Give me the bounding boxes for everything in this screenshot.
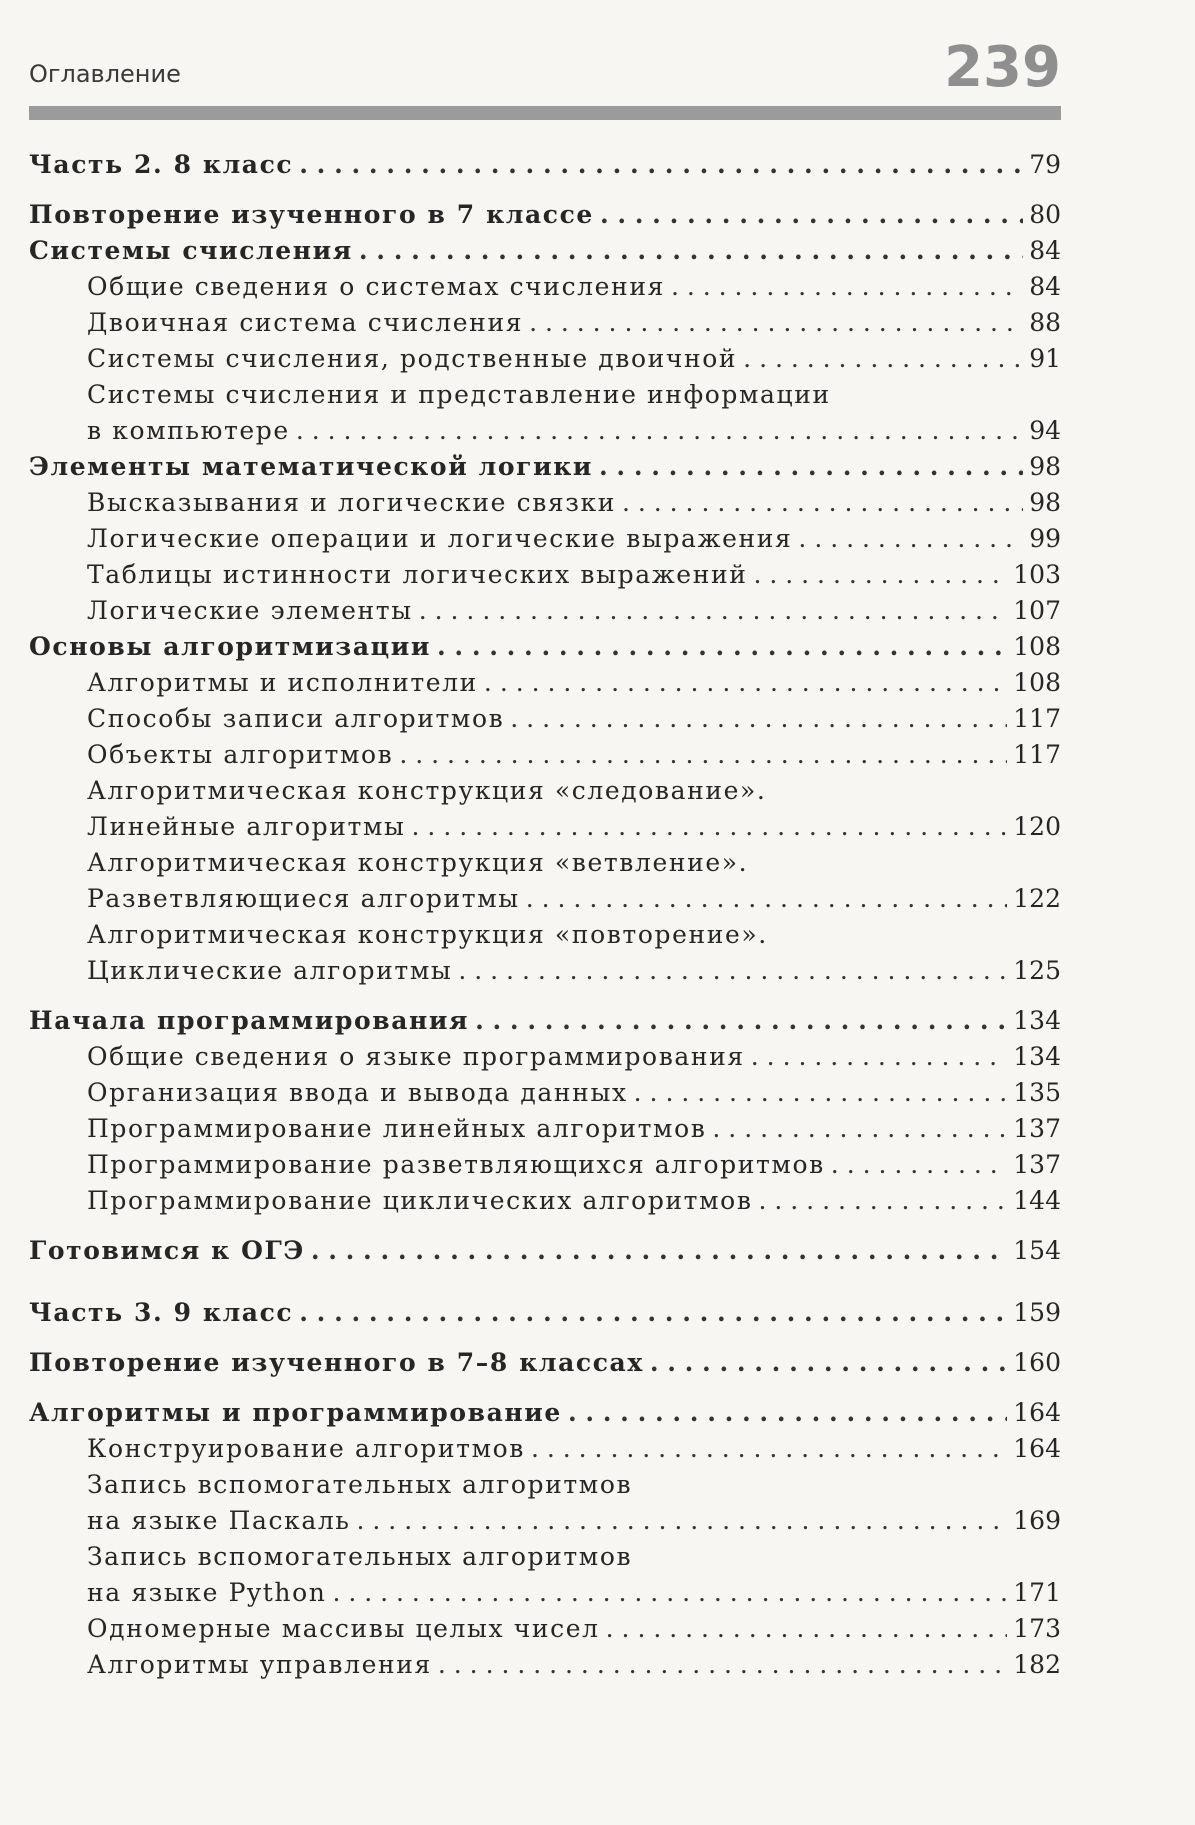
toc-entry-title: Запись вспомогательных алгоритмов bbox=[87, 1470, 633, 1499]
toc-entry-title: Способы записи алгоритмов bbox=[87, 704, 505, 733]
running-title: Оглавление bbox=[29, 60, 181, 88]
toc-entry-title: Готовимся к ОГЭ bbox=[29, 1236, 305, 1265]
toc-entry-title: в компьютере bbox=[87, 416, 290, 445]
toc-page-number: 117 bbox=[1013, 740, 1061, 769]
toc-entry-title: Системы счисления bbox=[29, 236, 353, 265]
toc-entry-title: Алгоритмы управления bbox=[87, 1650, 432, 1679]
dot-leader bbox=[412, 812, 1008, 841]
dot-leader bbox=[357, 1506, 1008, 1535]
toc-subsection-entry bbox=[29, 1650, 1061, 1686]
toc-entry-title: Линейные алгоритмы bbox=[87, 812, 406, 841]
toc-subsection-entry bbox=[29, 1542, 1061, 1578]
toc-page-number: 94 bbox=[1029, 416, 1061, 445]
toc-page-number: 154 bbox=[1013, 1236, 1061, 1265]
dot-leader bbox=[458, 956, 1007, 985]
toc-subsection-entry bbox=[29, 884, 1061, 920]
toc-page-number: 117 bbox=[1013, 704, 1061, 733]
toc-entry-title: Таблицы истинности логических выражений bbox=[87, 560, 748, 589]
toc-subsection-entry bbox=[29, 560, 1061, 596]
toc-section-entry bbox=[29, 1298, 1061, 1334]
toc-page-number: 137 bbox=[1013, 1114, 1061, 1143]
toc-page-number: 134 bbox=[1013, 1042, 1061, 1071]
table-of-contents bbox=[29, 150, 1061, 1686]
toc-page-number: 108 bbox=[1013, 668, 1061, 697]
toc-subsection-entry bbox=[29, 740, 1061, 776]
toc-entry-title: Системы счисления и представление информации bbox=[87, 380, 831, 409]
dot-leader bbox=[359, 236, 1023, 265]
toc-entry-title: Общие сведения о системах счисления bbox=[87, 272, 665, 301]
toc-subsection-entry bbox=[29, 1506, 1061, 1542]
toc-page-number: 134 bbox=[1013, 1006, 1061, 1035]
toc-page-number: 120 bbox=[1013, 812, 1061, 841]
toc-entry-title: Разветвляющиеся алгоритмы bbox=[87, 884, 520, 913]
toc-subsection-entry bbox=[29, 1614, 1061, 1650]
toc-page-number: 88 bbox=[1029, 308, 1061, 337]
toc-entry-title: Начала программирования bbox=[29, 1006, 470, 1035]
toc-page-number: 144 bbox=[1013, 1186, 1061, 1215]
toc-subsection-entry bbox=[29, 848, 1061, 884]
toc-subsection-entry bbox=[29, 524, 1061, 560]
toc-subsection-entry bbox=[29, 812, 1061, 848]
toc-subsection-entry bbox=[29, 920, 1061, 956]
page-header bbox=[29, 35, 1061, 112]
toc-page-number: 80 bbox=[1029, 200, 1061, 229]
toc-page-number: 159 bbox=[1013, 1298, 1061, 1327]
toc-entry-title: Циклические алгоритмы bbox=[87, 956, 453, 985]
toc-page-number: 122 bbox=[1013, 884, 1061, 913]
toc-section-entry bbox=[29, 200, 1061, 236]
toc-section-entry bbox=[29, 1348, 1061, 1384]
toc-entry-title: Программирование циклических алгоритмов bbox=[87, 1186, 753, 1215]
toc-entry-title: Алгоритмическая конструкция «повторение». bbox=[87, 920, 768, 949]
dot-leader bbox=[299, 1298, 1007, 1327]
toc-page-number: 182 bbox=[1013, 1650, 1061, 1679]
toc-entry-title: Системы счисления, родственные двоичной bbox=[87, 344, 738, 373]
dot-leader bbox=[568, 1398, 1007, 1427]
toc-section-entry bbox=[29, 236, 1061, 272]
toc-page-number: 79 bbox=[1029, 150, 1061, 179]
dot-leader bbox=[650, 1348, 1007, 1377]
toc-entry-title: на языке Паскаль bbox=[87, 1506, 351, 1535]
toc-subsection-entry bbox=[29, 344, 1061, 380]
toc-entry-title: Конструирование алгоритмов bbox=[87, 1434, 525, 1463]
toc-subsection-entry bbox=[29, 668, 1061, 704]
toc-section-entry bbox=[29, 1236, 1061, 1272]
toc-subsection-entry bbox=[29, 272, 1061, 308]
toc-page-number: 137 bbox=[1013, 1150, 1061, 1179]
toc-entry-title: Общие сведения о языке программирования bbox=[87, 1042, 745, 1071]
toc-section-entry bbox=[29, 150, 1061, 186]
toc-page-number: 84 bbox=[1029, 236, 1061, 265]
toc-subsection-entry bbox=[29, 1186, 1061, 1222]
toc-page-number: 171 bbox=[1013, 1578, 1061, 1607]
toc-subsection-entry bbox=[29, 956, 1061, 992]
toc-entry-title: Двоичная система счисления bbox=[87, 308, 524, 337]
dot-leader bbox=[399, 740, 1007, 769]
toc-page-number: 160 bbox=[1013, 1348, 1061, 1377]
toc-section-entry bbox=[29, 1398, 1061, 1434]
toc-subsection-entry bbox=[29, 308, 1061, 344]
header-rule bbox=[29, 106, 1061, 120]
dot-leader bbox=[529, 308, 1023, 337]
toc-page-number: 164 bbox=[1013, 1434, 1061, 1463]
toc-subsection-entry bbox=[29, 1114, 1061, 1150]
toc-entry-title: Повторение изученного в 7–8 классах bbox=[29, 1348, 644, 1377]
dot-leader bbox=[599, 452, 1023, 481]
toc-subsection-entry bbox=[29, 1078, 1061, 1114]
dot-leader bbox=[311, 1236, 1007, 1265]
toc-subsection-entry bbox=[29, 1042, 1061, 1078]
toc-page-number: 99 bbox=[1029, 524, 1061, 553]
dot-leader bbox=[484, 668, 1007, 697]
toc-page-number: 84 bbox=[1029, 272, 1061, 301]
toc-entry-title: Повторение изученного в 7 классе bbox=[29, 200, 594, 229]
dot-leader bbox=[743, 344, 1023, 373]
dot-leader bbox=[600, 200, 1023, 229]
dot-leader bbox=[798, 524, 1023, 553]
page-number: 239 bbox=[944, 35, 1061, 100]
toc-entry-title: Запись вспомогательных алгоритмов bbox=[87, 1542, 633, 1571]
toc-subsection-entry bbox=[29, 380, 1061, 416]
dot-leader bbox=[751, 1042, 1008, 1071]
toc-section-entry bbox=[29, 1006, 1061, 1042]
toc-page-number: 108 bbox=[1013, 632, 1061, 661]
dot-leader bbox=[526, 884, 1008, 913]
dot-leader bbox=[671, 272, 1023, 301]
toc-subsection-entry bbox=[29, 488, 1061, 524]
dot-leader bbox=[712, 1114, 1007, 1143]
dot-leader bbox=[622, 488, 1023, 517]
toc-subsection-entry bbox=[29, 416, 1061, 452]
toc-page-number: 173 bbox=[1013, 1614, 1061, 1643]
toc-entry-title: Алгоритмическая конструкция «следование». bbox=[87, 776, 767, 805]
toc-entry-title: Алгоритмы и программирование bbox=[29, 1398, 562, 1427]
toc-subsection-entry bbox=[29, 1470, 1061, 1506]
toc-page-number: 107 bbox=[1013, 596, 1061, 625]
toc-page-number: 169 bbox=[1013, 1506, 1061, 1535]
dot-leader bbox=[831, 1150, 1007, 1179]
dot-leader bbox=[475, 1006, 1007, 1035]
toc-entry-title: Логические операции и логические выражения bbox=[87, 524, 793, 553]
dot-leader bbox=[753, 560, 1007, 589]
toc-subsection-entry bbox=[29, 704, 1061, 740]
toc-page-number: 98 bbox=[1029, 488, 1061, 517]
toc-entry-title: Алгоритмы и исполнители bbox=[87, 668, 478, 697]
toc-page-number: 164 bbox=[1013, 1398, 1061, 1427]
toc-entry-title: Логические элементы bbox=[87, 596, 413, 625]
dot-leader bbox=[332, 1578, 1007, 1607]
dot-leader bbox=[299, 150, 1023, 179]
dot-leader bbox=[759, 1186, 1008, 1215]
dot-leader bbox=[438, 1650, 1007, 1679]
toc-entry-title: Алгоритмическая конструкция «ветвление». bbox=[87, 848, 749, 877]
toc-subsection-entry bbox=[29, 1578, 1061, 1614]
toc-entry-title: Программирование линейных алгоритмов bbox=[87, 1114, 707, 1143]
toc-subsection-entry bbox=[29, 776, 1061, 812]
toc-entry-title: Высказывания и логические связки bbox=[87, 488, 616, 517]
toc-page-number: 125 bbox=[1013, 956, 1061, 985]
dot-leader bbox=[437, 632, 1007, 661]
dot-leader bbox=[634, 1078, 1008, 1107]
toc-page-number: 103 bbox=[1013, 560, 1061, 589]
toc-section-entry bbox=[29, 452, 1061, 488]
toc-entry-title: Организация ввода и вывода данных bbox=[87, 1078, 628, 1107]
dot-leader bbox=[419, 596, 1008, 625]
toc-entry-title: Объекты алгоритмов bbox=[87, 740, 394, 769]
toc-entry-title: Основы алгоритмизации bbox=[29, 632, 432, 661]
dot-leader bbox=[296, 416, 1023, 445]
toc-entry-title: Часть 2. 8 класс bbox=[29, 150, 294, 179]
toc-page-number: 98 bbox=[1029, 452, 1061, 481]
dot-leader bbox=[531, 1434, 1007, 1463]
toc-section-entry bbox=[29, 632, 1061, 668]
dot-leader bbox=[606, 1614, 1008, 1643]
toc-subsection-entry bbox=[29, 596, 1061, 632]
toc-subsection-entry bbox=[29, 1150, 1061, 1186]
toc-subsection-entry bbox=[29, 1434, 1061, 1470]
toc-entry-title: на языке Python bbox=[87, 1578, 327, 1607]
toc-entry-title: Одномерные массивы целых чисел bbox=[87, 1614, 600, 1643]
dot-leader bbox=[510, 704, 1007, 733]
toc-page-number: 135 bbox=[1013, 1078, 1061, 1107]
toc-entry-title: Программирование разветвляющихся алгоритмов bbox=[87, 1150, 825, 1179]
toc-page-number: 91 bbox=[1029, 344, 1061, 373]
toc-entry-title: Часть 3. 9 класс bbox=[29, 1298, 294, 1327]
toc-entry-title: Элементы математической логики bbox=[29, 452, 594, 481]
